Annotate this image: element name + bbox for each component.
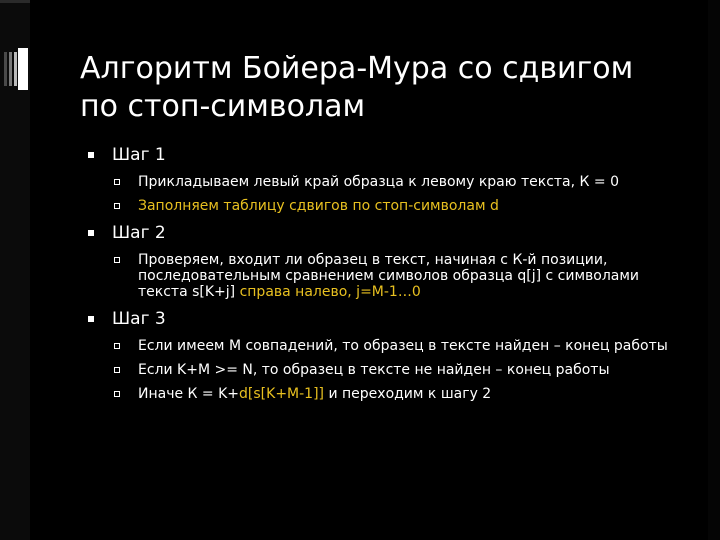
highlighted-text: справа налево, j=M-1…0 <box>239 284 421 300</box>
item-text: Если K+M >= N, то образец в тексте не найден – конец работы <box>138 362 610 378</box>
square-bullet-icon <box>88 230 94 236</box>
highlighted-text: d[s[K+M-1]] <box>239 386 325 402</box>
step-label: Шаг 2 <box>112 223 166 243</box>
item-text: Прикладываем левый край образца к левому краю текста, К = 0 <box>138 174 620 190</box>
hollow-square-bullet-icon <box>114 179 120 185</box>
square-bullet-icon <box>88 316 94 322</box>
decorative-line <box>0 0 30 3</box>
hollow-square-bullet-icon <box>114 391 120 397</box>
decorative-bar-white <box>18 48 28 90</box>
step-item <box>110 338 686 354</box>
hollow-square-bullet-icon <box>114 203 120 209</box>
step-item <box>110 174 686 190</box>
slide-title <box>80 50 690 126</box>
item-text: Если имеем М совпадений, то образец в тексте найден – конец работы <box>138 338 668 354</box>
step-item <box>110 386 686 402</box>
slide-title-line-1: Алгоритм Бойера-Мура со сдвигом <box>80 51 634 86</box>
decorative-bar-dark <box>4 52 7 86</box>
slide-content <box>86 144 686 410</box>
square-bullet-icon <box>88 152 94 158</box>
item-text: Иначе К = K+ <box>138 386 240 402</box>
step-heading <box>86 144 686 166</box>
step-items <box>110 252 686 300</box>
slide-title-line-2: по стоп-символам <box>80 89 366 124</box>
item-text: Проверяем, входит ли образец в текст, начиная с К-й позиции, последовательным сравнением символов образца q[j] с символами текста s[K+j] <box>138 252 640 300</box>
step-block <box>86 308 686 402</box>
step-block <box>86 144 686 214</box>
decorative-bar-mid <box>9 52 12 86</box>
hollow-square-bullet-icon <box>114 343 120 349</box>
step-item <box>110 362 686 378</box>
step-heading <box>86 308 686 330</box>
step-block <box>86 222 686 300</box>
hollow-square-bullet-icon <box>114 367 120 373</box>
step-label: Шаг 3 <box>112 309 166 329</box>
item-text: и переходим к шагу 2 <box>324 386 492 402</box>
step-item <box>110 198 686 214</box>
step-label: Шаг 1 <box>112 145 166 165</box>
decorative-bar-light <box>14 52 17 86</box>
step-items <box>110 174 686 214</box>
highlighted-text: Заполняем таблицу сдвигов по стоп-символам d <box>138 198 499 214</box>
step-items <box>110 338 686 402</box>
decorative-right-edge <box>708 0 720 540</box>
step-item <box>110 252 686 300</box>
step-heading <box>86 222 686 244</box>
hollow-square-bullet-icon <box>114 257 120 263</box>
